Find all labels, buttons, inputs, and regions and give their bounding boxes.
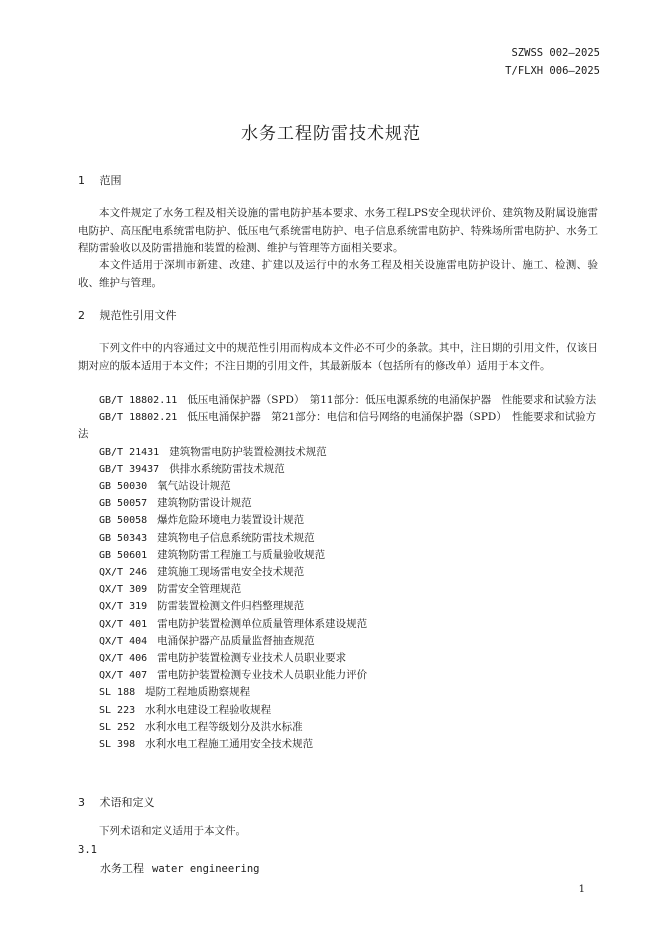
reference-title: 爆炸危险环境电力装置设计规范: [157, 514, 305, 527]
reference-code: SL 188: [99, 687, 136, 699]
term-entry: [100, 860, 259, 876]
reference-code: QX/T 319: [99, 601, 148, 613]
reference-title: 建筑物电子信息系统防雷技术规范: [157, 531, 315, 544]
reference-title: 电涌保护器产品质量监督抽查规范: [157, 634, 315, 647]
reference-item: [78, 392, 598, 409]
reference-code: GB 50601: [99, 549, 148, 561]
reference-title: 低压电涌保护器 第21部分：电信和信号网络的电涌保护器（SPD） 性能要求和试验方法: [78, 411, 597, 441]
reference-title: 水利水电工程施工通用安全技术规范: [145, 738, 314, 751]
page-number: 1: [578, 884, 585, 895]
reference-item: [78, 633, 598, 650]
reference-item: [78, 547, 598, 564]
reference-item: [78, 478, 598, 495]
reference-code: GB 50343: [99, 532, 148, 544]
normative-references-list: [78, 392, 598, 753]
reference-item: [78, 512, 598, 529]
reference-code: GB/T 21431: [99, 446, 160, 458]
section-number: 2: [78, 309, 85, 322]
reference-title: 低压电涌保护器（SPD） 第11部分：低压电源系统的电涌保护器 性能要求和试验方法: [187, 394, 597, 406]
reference-code: QX/T 309: [99, 584, 148, 596]
term-chinese: 水务工程: [100, 862, 144, 875]
reference-code: QX/T 404: [99, 635, 148, 647]
section-2-intro: 下列文件中的内容通过文中的规范性引用而构成本文件必不可少的条款。其中，注日期的引用文件，仅该日期对应的版本适用于本文件；不注日期的引用文件，其最新版本（包括所有的修改单）适用于本文件。: [78, 342, 598, 372]
reference-item: [78, 667, 598, 684]
reference-item: [78, 616, 598, 633]
reference-code: GB/T 39437: [99, 463, 160, 475]
reference-item: [78, 495, 598, 512]
reference-title: 水利水电工程等级划分及洪水标准: [145, 720, 303, 733]
section-title: 术语和定义: [99, 796, 155, 809]
reference-code: GB 50030: [99, 481, 148, 493]
reference-title: 氧气站设计规范: [157, 480, 231, 493]
reference-code: QX/T 401: [99, 618, 148, 630]
reference-code: GB 50058: [99, 515, 148, 527]
reference-code: SL 252: [99, 721, 136, 733]
reference-item: [78, 736, 598, 753]
section-title: 范围: [99, 174, 122, 187]
section-3-heading: [78, 794, 155, 810]
reference-code: GB/T 18802.21: [99, 412, 178, 424]
reference-item: [78, 530, 598, 547]
reference-item: [78, 581, 598, 598]
reference-code: SL 398: [99, 739, 136, 751]
reference-code: SL 223: [99, 704, 136, 716]
reference-item: [78, 702, 598, 719]
reference-code: GB 50057: [99, 498, 148, 510]
standard-code-tflxh: T/FLXH 006—2025: [505, 65, 600, 77]
reference-code: QX/T 407: [99, 670, 148, 682]
reference-title: 堤防工程地质勘察规程: [145, 686, 251, 699]
section-number: 1: [78, 174, 85, 187]
reference-title: 建筑物防雷设计规范: [157, 497, 252, 510]
reference-code: QX/T 406: [99, 653, 148, 665]
reference-title: 雷电防护装置检测专业技术人员职业要求: [157, 652, 347, 665]
reference-title: 防雷装置检测文件归档整理规范: [157, 600, 305, 613]
reference-item: [78, 564, 598, 581]
reference-title: 雷电防护装置检测单位质量管理体系建设规范: [157, 617, 368, 630]
term-number: 3.1: [78, 844, 97, 856]
reference-title: 防雷安全管理规范: [157, 583, 242, 596]
reference-item: [78, 461, 598, 478]
document-title: 水务工程防雷技术规范: [241, 124, 421, 144]
reference-item: [78, 719, 598, 736]
reference-item: [78, 444, 598, 461]
section-1-paragraph-2: 本文件适用于深圳市新建、改建、扩建以及运行中的水务工程及相关设施雷电防护设计、施工、检测、验收、维护与管理。: [78, 259, 598, 289]
reference-title: 建筑物雷电防护装置检测技术规范: [169, 445, 327, 458]
reference-code: GB/T 18802.11: [99, 395, 178, 406]
reference-title: 水利水电建设工程验收规程: [145, 703, 272, 716]
section-1-paragraph-1: 本文件规定了水务工程及相关设施的雷电防护基本要求、水务工程LPS安全现状评价、建筑物及附属设施雷电防护、高压配电系统雷电防护、低压电气系统雷电防护、电子信息系统雷电防护、特殊场所雷电防护、水务工程防雷验收以及防雷措施和装置的检测、维护与管理等方面相关要求。: [78, 207, 598, 254]
reference-title: 建筑施工现场雷电安全技术规范: [157, 566, 305, 579]
reference-title: 供排水系统防雷技术规范: [169, 462, 285, 475]
term-english: water engineering: [152, 863, 260, 875]
section-2-heading: [78, 307, 177, 323]
section-number: 3: [78, 796, 85, 809]
reference-code: QX/T 246: [99, 567, 148, 579]
section-1-heading: [78, 172, 122, 188]
reference-item: [78, 409, 598, 443]
reference-item: [78, 598, 598, 615]
standard-code-szwss: SZWSS 002—2025: [511, 47, 600, 59]
section-3-intro: 下列术语和定义适用于本文件。: [99, 825, 246, 837]
reference-title: 建筑物防雷工程施工与质量验收规范: [157, 548, 326, 561]
reference-item: [78, 684, 598, 701]
reference-item: [78, 650, 598, 667]
section-title: 规范性引用文件: [99, 309, 177, 322]
reference-title: 雷电防护装置检测专业技术人员职业能力评价: [157, 669, 368, 682]
